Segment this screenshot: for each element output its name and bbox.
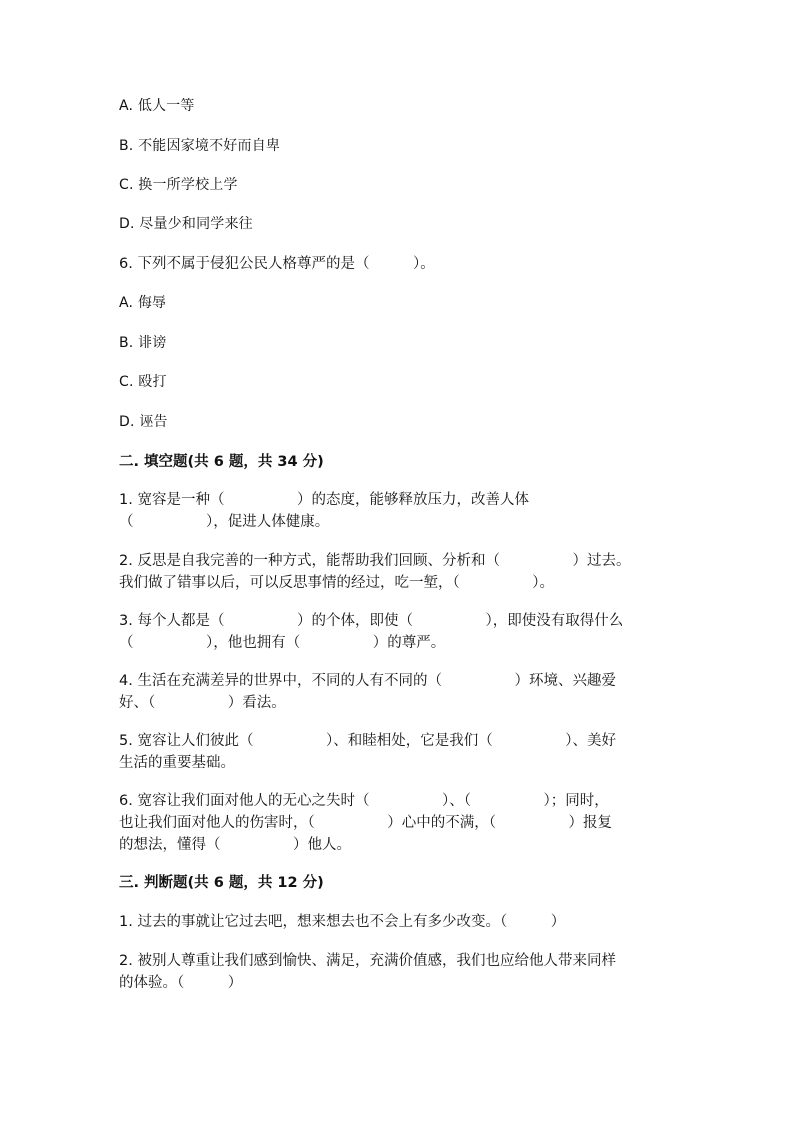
q6-stem: 6. 下列不属于侵犯公民人格尊严的是（ ）。 xyxy=(119,256,435,272)
fill-question-4-line2: 好、（ ）看法。 xyxy=(119,695,286,711)
judge-question-2 xyxy=(119,950,679,994)
fill-question-2 xyxy=(119,550,679,594)
q6-option-a: A. 侮辱 xyxy=(119,295,167,311)
section-fill-in-title: 二. 填空题(共 6 题，共 34 分) xyxy=(119,454,324,470)
fill-question-3 xyxy=(119,610,679,654)
fill-question-3-line1: 3. 每个人都是（ ）的个体，即使（ ），即使没有取得什么 xyxy=(119,613,624,629)
fill-question-4-line1: 4. 生活在充满差异的世界中，不同的人有不同的（ ）环境、兴趣爱 xyxy=(119,673,616,689)
q5-option-a: A. 低人一等 xyxy=(119,98,195,114)
fill-question-5-line1: 5. 宽容让人们彼此（ ）、和睦相处，它是我们（ ）、美好 xyxy=(119,733,616,749)
fill-question-6-line2: 也让我们面对他人的伤害时，（ ）心中的不满，（ ）报复 xyxy=(119,815,612,831)
q6-option-d: D. 诬告 xyxy=(119,414,168,430)
fill-question-3-line2: （ ），他也拥有（ ）的尊严。 xyxy=(119,635,446,651)
fill-question-1-line2: （ ），促进人体健康。 xyxy=(119,514,330,530)
fill-question-6 xyxy=(119,790,679,856)
fill-question-6-line1: 6. 宽容让我们面对他人的无心之失时（ ）、（ ）；同时， xyxy=(119,793,609,809)
fill-question-2-line1: 2. 反思是自我完善的一种方式，能帮助我们回顾、分析和（ ）过去。 xyxy=(119,553,631,569)
fill-question-2-line2: 我们做了错事以后，可以反思事情的经过，吃一堑，（ ）。 xyxy=(119,575,554,591)
q5-option-c: C. 换一所学校上学 xyxy=(119,177,238,193)
fill-question-1-line1: 1. 宽容是一种（ ）的态度，能够释放压力，改善人体 xyxy=(119,492,529,508)
fill-question-6-line3: 的想法，懂得（ ）他人。 xyxy=(119,837,351,853)
q5-option-d: D. 尽量少和同学来往 xyxy=(119,216,253,232)
fill-question-4 xyxy=(119,670,679,714)
q5-option-b: B. 不能因家境不好而自卑 xyxy=(119,138,281,154)
q6-option-c: C. 殴打 xyxy=(119,374,167,390)
section-judgment-title: 三. 判断题(共 6 题，共 12 分) xyxy=(119,875,324,891)
judge-question-1-line1: 1. 过去的事就让它过去吧，想来想去也不会上有多少改变。（ ） xyxy=(119,914,566,930)
judge-question-2-line2: 的体验。（ ） xyxy=(119,975,243,991)
fill-question-5 xyxy=(119,730,679,774)
fill-question-5-line2: 生活的重要基础。 xyxy=(119,755,235,771)
q6-option-b: B. 诽谤 xyxy=(119,335,167,351)
judge-question-1 xyxy=(119,911,679,933)
judge-question-2-line1: 2. 被别人尊重让我们感到愉快、满足，充满价值感，我们也应给他人带来同样 xyxy=(119,953,616,969)
fill-question-1 xyxy=(119,489,679,533)
